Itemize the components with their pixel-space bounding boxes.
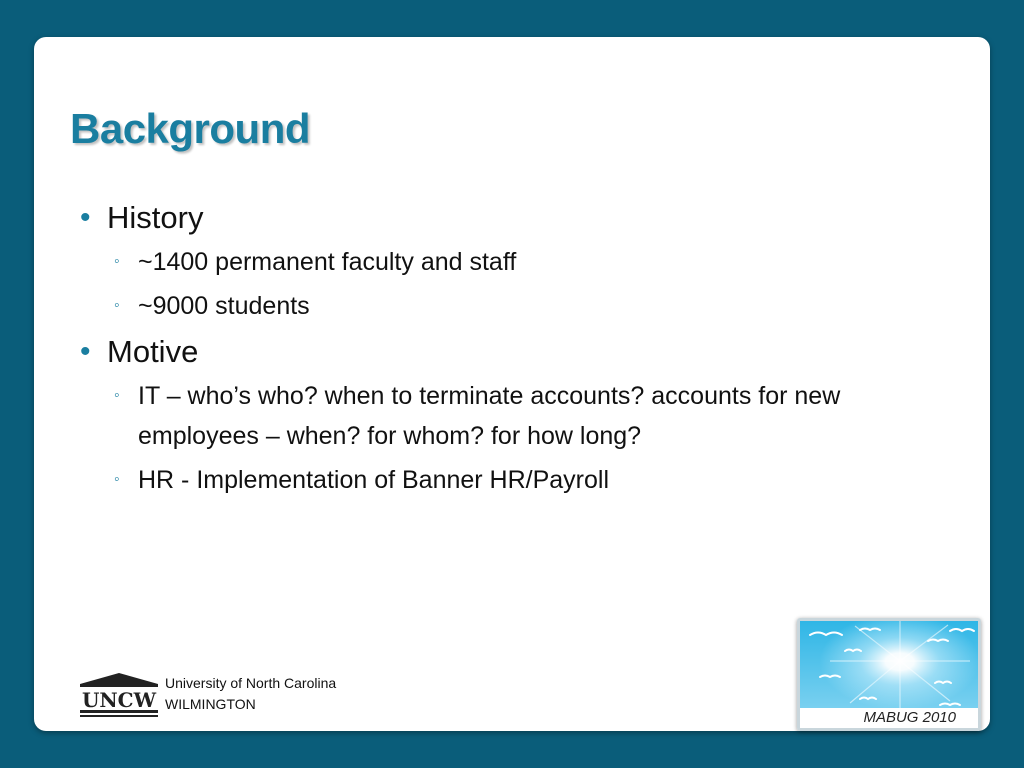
subbullet-text: HR - Implementation of Banner HR/Payroll [138, 466, 610, 494]
bullet-label: Motive [107, 334, 199, 369]
subbullet-it [80, 376, 970, 456]
subbullet-students [80, 286, 970, 326]
subbullet-hr [80, 460, 970, 500]
subbullet-text: ~1400 permanent faculty and staff [138, 248, 517, 276]
bullet-list [80, 192, 970, 500]
badge-caption: MABUG 2010 [800, 708, 978, 728]
hollow-bullet-icon: ◦ [114, 253, 120, 270]
filled-bullet-icon: • [80, 335, 91, 368]
university-name [165, 673, 336, 715]
hollow-bullet-icon: ◦ [114, 387, 120, 404]
bullet-label: History [107, 200, 204, 235]
filled-bullet-icon: • [80, 201, 91, 234]
uncw-building-icon [78, 672, 160, 718]
slide-card [34, 37, 990, 731]
subbullet-text: IT – who’s who? when to terminate accounts? accounts for new employees – when? for whom? for how long? [138, 382, 841, 450]
hollow-bullet-icon: ◦ [114, 297, 120, 314]
bullet-history [80, 198, 970, 238]
university-line1: University of North Carolina [165, 675, 337, 691]
uncw-logo [78, 670, 378, 718]
subbullet-text: ~9000 students [138, 292, 310, 320]
slide-title: Background [70, 105, 311, 152]
hollow-bullet-icon: ◦ [114, 471, 120, 488]
subbullet-faculty [80, 242, 970, 282]
logo-wordmark: UNCW [81, 688, 157, 712]
mabug-badge [797, 618, 981, 731]
university-line2: WILMINGTON [165, 696, 256, 712]
bullet-motive [80, 332, 970, 372]
